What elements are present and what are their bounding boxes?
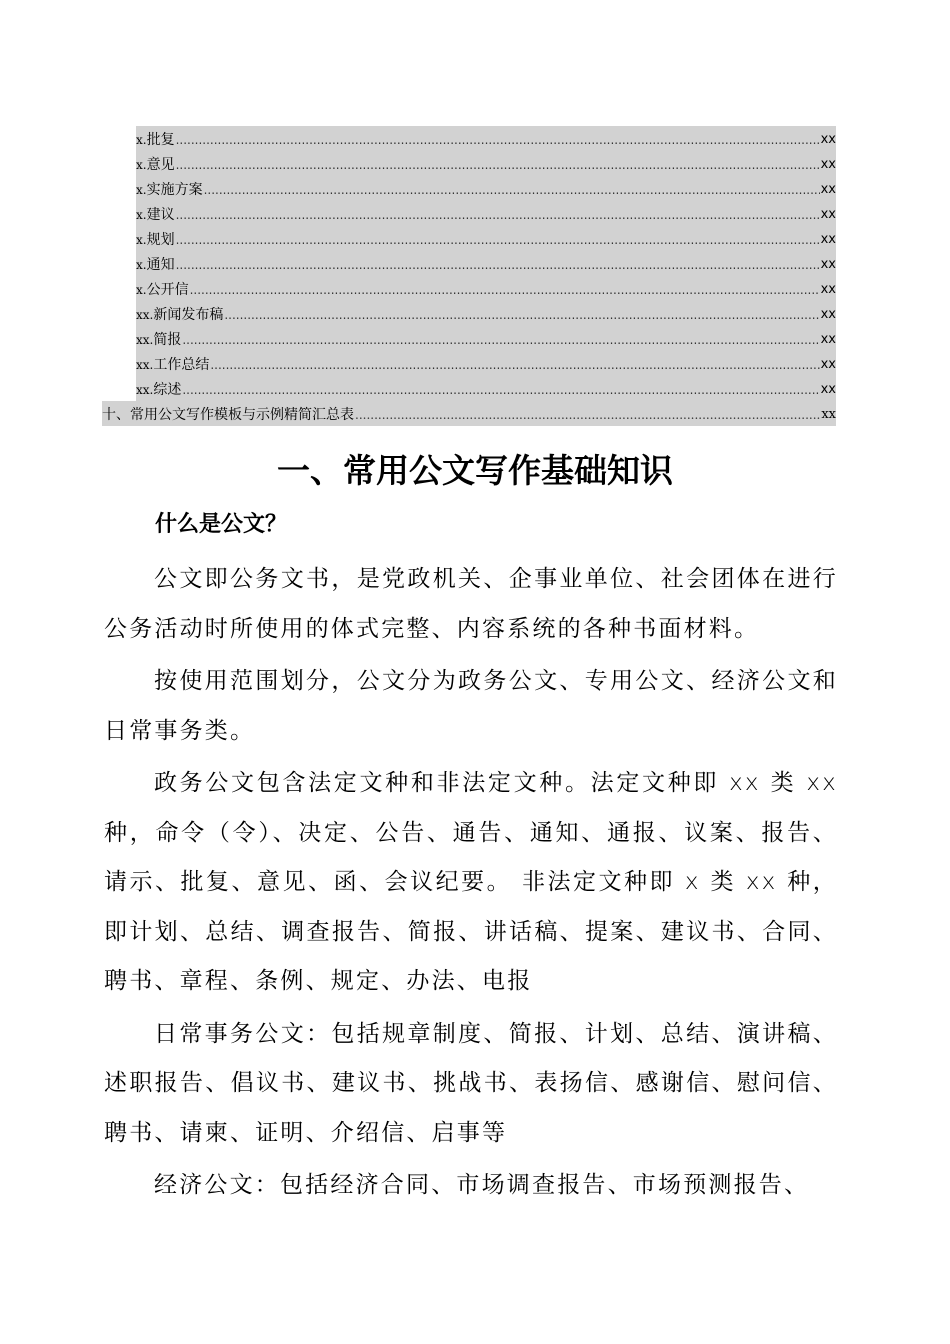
toc-leader-dots bbox=[176, 154, 820, 176]
toc-entry-top-level[interactable] bbox=[102, 401, 836, 426]
toc-entry[interactable] bbox=[136, 351, 836, 376]
toc-entry-page: xx bbox=[821, 407, 836, 422]
toc-leader-dots bbox=[176, 204, 820, 226]
body-paragraph: 按使用范围划分，公文分为政务公文、专用公文、经济公文和日常事务类。 bbox=[104, 668, 838, 744]
toc-entry-page: xx bbox=[820, 207, 836, 222]
toc-entry-page: xx bbox=[820, 182, 836, 197]
toc-entry-page: xx bbox=[820, 132, 836, 147]
toc-entry-label: 规划 bbox=[146, 232, 175, 248]
toc-entry-number: xx. bbox=[136, 308, 154, 322]
toc-entry-label: 公开信 bbox=[146, 282, 189, 298]
toc-leader-dots bbox=[182, 379, 819, 401]
toc-entry-number: x. bbox=[136, 208, 147, 222]
body-paragraph: 政务公文包含法定文种和非法定文种。法定文种即 xx 类 xx 种，命令（令）、决定、公告、通告、通知、通报、议案、报告、请示、批复、意见、函、会议纪要。 非法定文种即 x 类 xx 种，即计划、总结、调查报告、简报、讲话稿、提案、建议书、合同、聘书、章程、条例、规定、办法、电报 bbox=[104, 770, 838, 994]
section-body bbox=[104, 555, 838, 1214]
toc-entry-page: xx bbox=[820, 357, 836, 372]
toc-entry-page: xx bbox=[820, 257, 836, 272]
toc-entry-label: 十、常用公文写作模板与示例精简汇总表 bbox=[102, 407, 354, 423]
section-title: 一、常用公文写作基础知识 bbox=[277, 451, 673, 490]
toc-entry-page: xx bbox=[820, 157, 836, 172]
toc-entry-number: xx. bbox=[136, 383, 154, 397]
toc-leader-dots bbox=[176, 229, 820, 251]
toc-entry[interactable] bbox=[136, 326, 836, 351]
body-paragraph: 经济公文：包括经济合同、市场调查报告、市场预测报告、 bbox=[154, 1172, 810, 1198]
toc-entry-label: 意见 bbox=[146, 157, 175, 173]
toc-entry[interactable] bbox=[136, 176, 836, 201]
toc-entry-number: x. bbox=[136, 283, 147, 297]
toc-leader-dots bbox=[224, 304, 819, 326]
toc-entry-number: x. bbox=[136, 233, 147, 247]
toc-entry[interactable] bbox=[136, 276, 836, 301]
toc-entry-page: xx bbox=[820, 232, 836, 247]
toc-leader-dots bbox=[190, 279, 820, 301]
toc-entry[interactable] bbox=[136, 151, 836, 176]
toc-entry-page: xx bbox=[820, 307, 836, 322]
toc-entry[interactable] bbox=[136, 376, 836, 401]
toc-entry-number: x. bbox=[136, 183, 147, 197]
toc-entry-label: 新闻发布稿 bbox=[153, 307, 224, 323]
toc-entry[interactable] bbox=[136, 301, 836, 326]
toc-entry-number: x. bbox=[136, 158, 147, 172]
body-paragraph: 日常事务公文：包括规章制度、简报、计划、总结、演讲稿、述职报告、倡议书、建议书、挑战书、表扬信、感谢信、慰问信、聘书、请柬、证明、介绍信、启事等 bbox=[104, 1020, 838, 1146]
toc-entry-label: 批复 bbox=[146, 132, 175, 148]
toc-entry-number: x. bbox=[136, 133, 147, 147]
section-subtitle: 什么是公文？ bbox=[155, 512, 288, 537]
toc-entry[interactable] bbox=[136, 251, 836, 276]
toc-entry-page: xx bbox=[820, 282, 836, 297]
toc-entry-label: 实施方案 bbox=[146, 182, 203, 198]
toc-leader-dots bbox=[204, 179, 820, 201]
toc-entry-label: 建议 bbox=[146, 207, 175, 223]
toc-entry-page: xx bbox=[820, 382, 836, 397]
toc-entry[interactable] bbox=[136, 226, 836, 251]
toc-entry[interactable] bbox=[136, 126, 836, 151]
toc-entry[interactable] bbox=[136, 201, 836, 226]
toc-entry-number: x. bbox=[136, 258, 147, 272]
toc-entry-label: 综述 bbox=[153, 382, 182, 398]
toc-leader-dots bbox=[210, 354, 819, 376]
toc-entry-page: xx bbox=[820, 332, 836, 347]
toc-leader-dots bbox=[182, 329, 819, 351]
toc-leader-dots bbox=[176, 254, 820, 276]
toc-leader-dots bbox=[355, 404, 820, 426]
toc-entry-label: 简报 bbox=[153, 332, 182, 348]
toc-entry-number: xx. bbox=[136, 358, 154, 372]
toc-entry-number: xx. bbox=[136, 333, 154, 347]
toc-entry-label: 通知 bbox=[146, 257, 175, 273]
table-of-contents bbox=[102, 126, 836, 426]
toc-leader-dots bbox=[176, 129, 820, 151]
body-paragraph: 公文即公务文书，是党政机关、企事业单位、社会团体在进行公务活动时所使用的体式完整、内容系统的各种书面材料。 bbox=[104, 566, 838, 642]
toc-entry-label: 工作总结 bbox=[153, 357, 210, 373]
